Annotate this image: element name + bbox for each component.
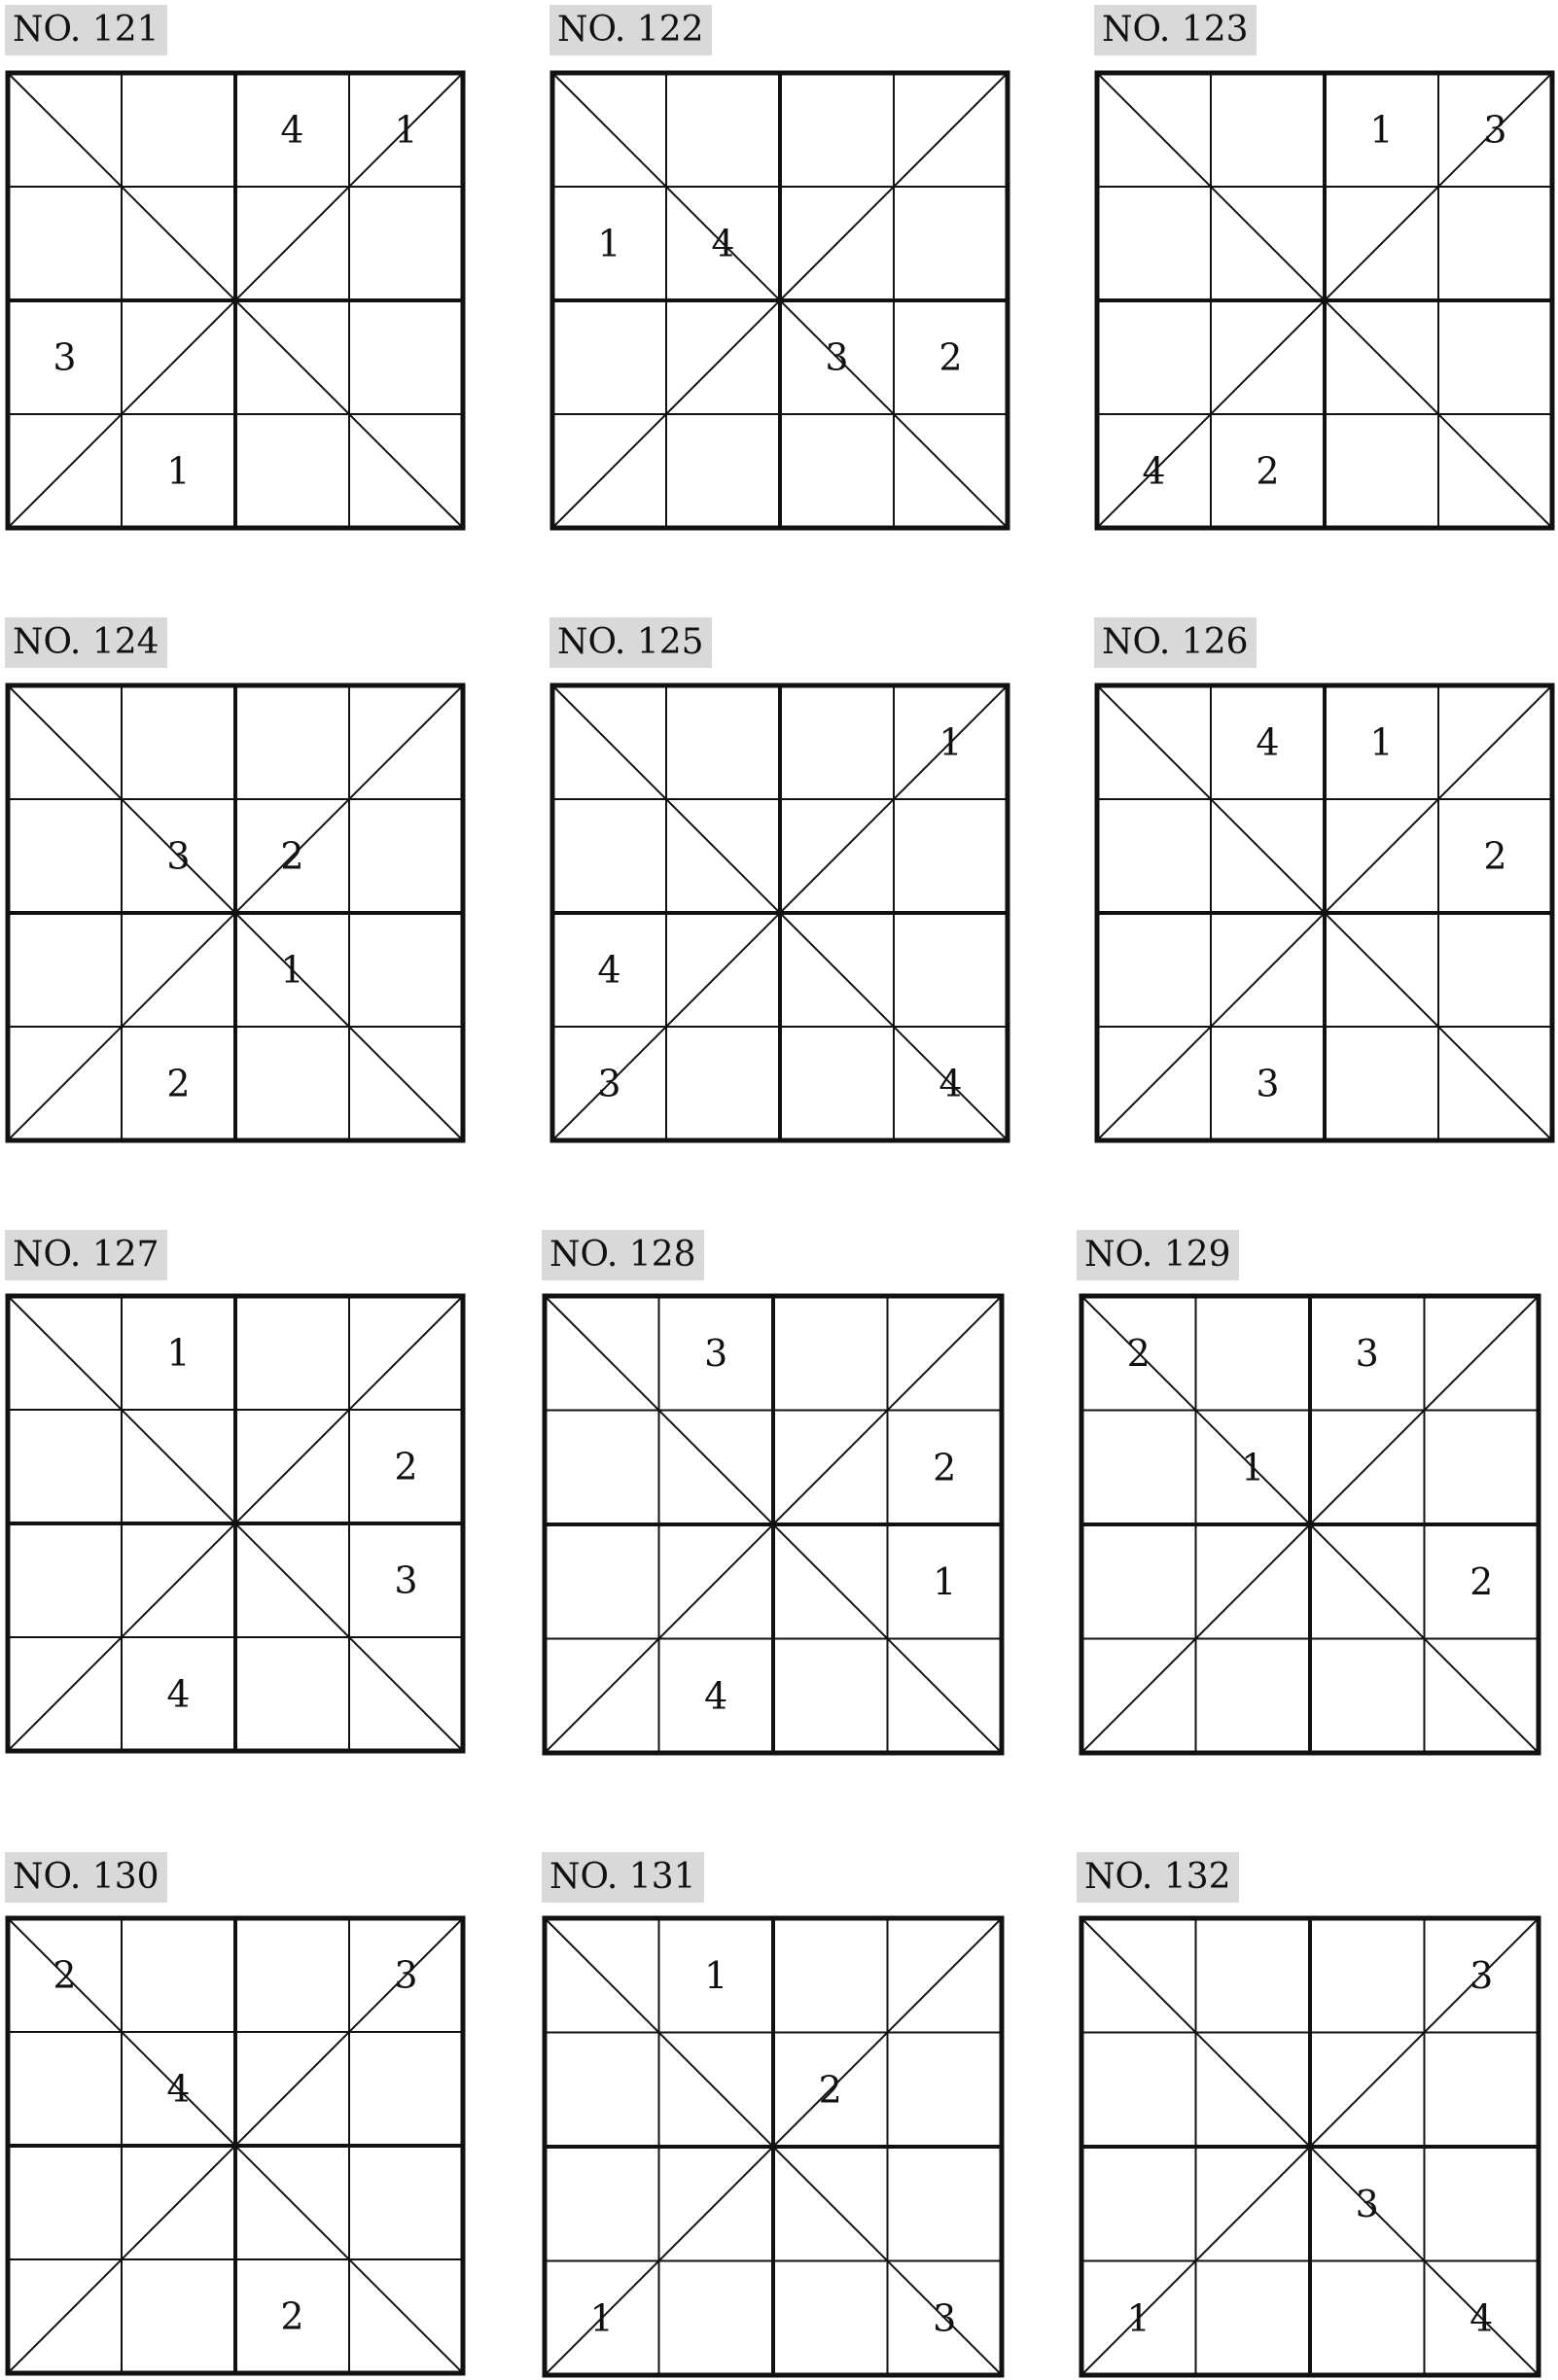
given-number: 3 [1355,2182,1379,2225]
given-number: 1 [280,948,304,992]
given-number: 3 [597,1062,621,1105]
puzzle-grid [8,1918,463,2373]
puzzle-label: NO. 132 [1077,1852,1239,1903]
given-number: 4 [938,1062,963,1105]
given-number: 4 [1142,449,1166,493]
given-number: 2 [280,2294,304,2338]
puzzle-grid [552,685,1008,1140]
given-number: 1 [166,1331,191,1375]
puzzle-label: NO. 123 [1094,5,1257,55]
puzzle-label: NO. 126 [1094,617,1257,668]
puzzle-label: NO. 122 [549,5,712,55]
given-number: 4 [166,2067,191,2111]
given-number: 1 [1369,720,1394,764]
given-number: 1 [589,2296,614,2340]
given-number: 4 [166,1672,191,1716]
given-number: 2 [933,1446,957,1489]
given-number: 3 [1355,1331,1379,1375]
given-number: 1 [704,1953,728,1997]
given-number: 4 [1469,2296,1494,2340]
given-number: 2 [818,2068,842,2112]
puzzle-grid [1081,1918,1539,2375]
given-number: 2 [394,1445,418,1488]
given-number: 3 [166,834,191,878]
given-number: 1 [166,449,191,493]
puzzle-label: NO. 128 [542,1230,704,1280]
given-number: 2 [1483,834,1507,878]
given-number: 3 [394,1953,418,1997]
puzzle-grid [552,73,1008,528]
given-number: 1 [597,222,621,265]
given-number: 2 [1256,449,1280,493]
given-number: 1 [933,1559,957,1603]
given-number: 2 [53,1953,77,1997]
puzzle-label: NO. 131 [542,1852,704,1903]
puzzle-grid [545,1296,1002,1753]
puzzle-label: NO. 121 [5,5,167,55]
puzzle-grid [1081,1296,1539,1753]
given-number: 1 [1241,1446,1265,1489]
puzzle-grid [8,73,463,528]
given-number: 2 [1469,1559,1494,1603]
given-number: 4 [597,948,621,992]
given-number: 3 [394,1558,418,1602]
puzzle-label: NO. 129 [1077,1230,1239,1280]
puzzle-label: NO. 124 [5,617,167,668]
puzzle-grid [8,1296,463,1751]
given-number: 1 [394,108,418,152]
puzzle-label: NO. 127 [5,1230,167,1280]
given-number: 4 [1256,720,1280,764]
given-number: 3 [933,2296,957,2340]
puzzle-grid [8,685,463,1140]
puzzle-label: NO. 130 [5,1852,167,1903]
given-number: 3 [825,335,849,379]
given-number: 3 [53,335,77,379]
given-number: 4 [280,108,304,152]
given-number: 3 [704,1331,728,1375]
given-number: 4 [711,222,735,265]
given-number: 3 [1256,1062,1280,1105]
given-number: 4 [704,1674,728,1718]
given-number: 3 [1483,108,1507,152]
given-number: 1 [1369,108,1394,152]
puzzle-label: NO. 125 [549,617,712,668]
given-number: 1 [938,720,963,764]
puzzle-grid [1097,685,1552,1140]
given-number: 2 [280,834,304,878]
given-number: 3 [1469,1953,1494,1997]
puzzle-grid [545,1918,1002,2375]
given-number: 1 [1126,2296,1151,2340]
given-number: 2 [1126,1331,1151,1375]
puzzle-grid [1097,73,1552,528]
given-number: 2 [938,335,963,379]
given-number: 2 [166,1062,191,1105]
